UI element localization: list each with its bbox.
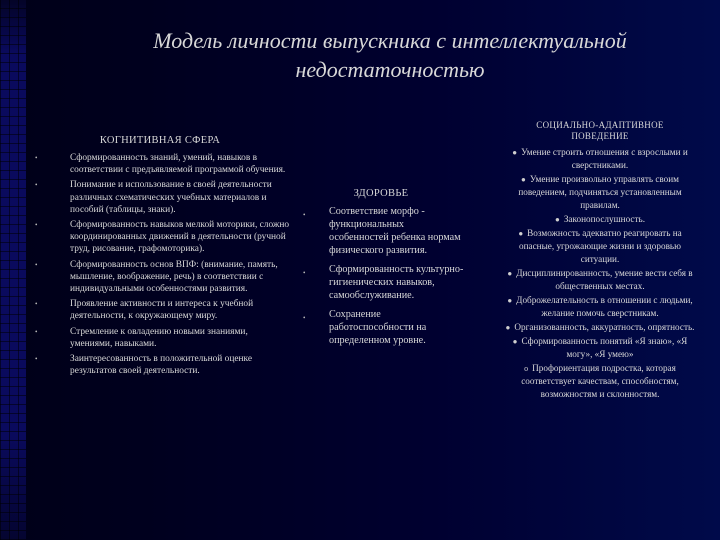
list-item: • Сформированность основ ВПФ: (внимание, память, мышление, воображение, речь) в соответствии с индивидуальными особенностями развития. (35, 259, 278, 295)
list-item: ● Дисциплинированность, умение вести себя в общественных местах. (507, 268, 693, 291)
list-item: • Проявление активности и интереса к учебной деятельности, к окружающему миру. (35, 299, 254, 322)
list-item: ● Организованность, аккуратность, опрятность. (505, 322, 695, 332)
list-item: • Сохранение работоспособности на определенном уровне. (303, 309, 427, 346)
bullet-icon: ● (520, 175, 526, 184)
bullet-icon: • (35, 154, 38, 162)
bullet-icon: ● (554, 215, 560, 224)
bullet-icon: • (35, 300, 38, 309)
bullet-icon: • (303, 269, 306, 277)
bullet-icon: • (35, 355, 38, 364)
health-list (296, 205, 466, 347)
health-heading: ЗДОРОВЬЕ (353, 188, 409, 199)
bullet-icon: o (524, 364, 529, 373)
list-item: ● Сформированность понятий «Я знаю», «Я могу», «Я умею» (512, 336, 688, 359)
bullet-icon: ● (512, 337, 518, 346)
list-item: • Сформированность культурно-гигиенических навыков, самообслуживание. (303, 264, 464, 301)
bullet-icon: ● (507, 296, 513, 305)
list-item: ● Доброжелательность в отношении с людьми, желание помочь сверстникам. (507, 295, 693, 318)
cognitive-heading: КОГНИТИВНАЯ СФЕРА (99, 135, 221, 146)
list-item: ● Законопослушность. (554, 214, 645, 224)
social-heading: СОЦИАЛЬНО-АДАПТИВНОЕ ПОВЕДЕНИЕ (536, 120, 664, 141)
list-item: • Сформированность знаний, умений, навыков в соответствии с предъявляемой программой обучения. (35, 153, 286, 176)
list-item: ● Умение строить отношения с взрослыми и сверстниками. (512, 147, 688, 170)
social-column (502, 120, 698, 402)
health-column (296, 188, 466, 353)
bullet-icon: • (35, 327, 38, 336)
bullet-icon: ● (512, 148, 518, 157)
bullet-icon: ● (505, 323, 511, 332)
bullet-icon: • (303, 314, 306, 322)
list-item: ● Возможность адекватно реагировать на опасные, угрожающие жизни и здоровью ситуации. (518, 228, 682, 264)
cognitive-column (30, 135, 292, 380)
list-item: o Профориентация подростка, которая соответствует качествам, способностям, возможностям и склонностям. (521, 363, 679, 399)
left-decorative-strip (0, 0, 26, 540)
list-item: • Стремление к овладению новыми знаниями, умениями, навыками. (35, 326, 248, 349)
bullet-icon: ● (518, 229, 524, 238)
list-item: ● Умение произвольно управлять своим поведением, подчиняться установленным правилам. (518, 174, 682, 210)
list-item: • Соответствие морфо - функциональных особенностей ребенка нормам физического развития. (303, 206, 461, 256)
bullet-icon: • (35, 181, 38, 190)
bullet-icon: • (35, 260, 38, 269)
bullet-icon: • (35, 221, 38, 230)
list-item: • Сформированность навыков мелкой моторики, сложно координированных движений в деятельности (ручной труд, рисование, графомоторика). (35, 220, 290, 255)
slide-title: Модель личности выпускника с интеллектуальной недостаточностью (153, 28, 627, 82)
list-item: • Заинтересованность в положительной оценке результатов своей деятельности. (35, 354, 252, 377)
cognitive-list (30, 152, 292, 377)
bullet-icon: ● (507, 269, 513, 278)
bullet-icon: • (303, 211, 306, 219)
list-item: • Понимание и использование в своей деятельности различных схематических учебных материалов и пособий (таблицы, знаки). (35, 180, 272, 215)
